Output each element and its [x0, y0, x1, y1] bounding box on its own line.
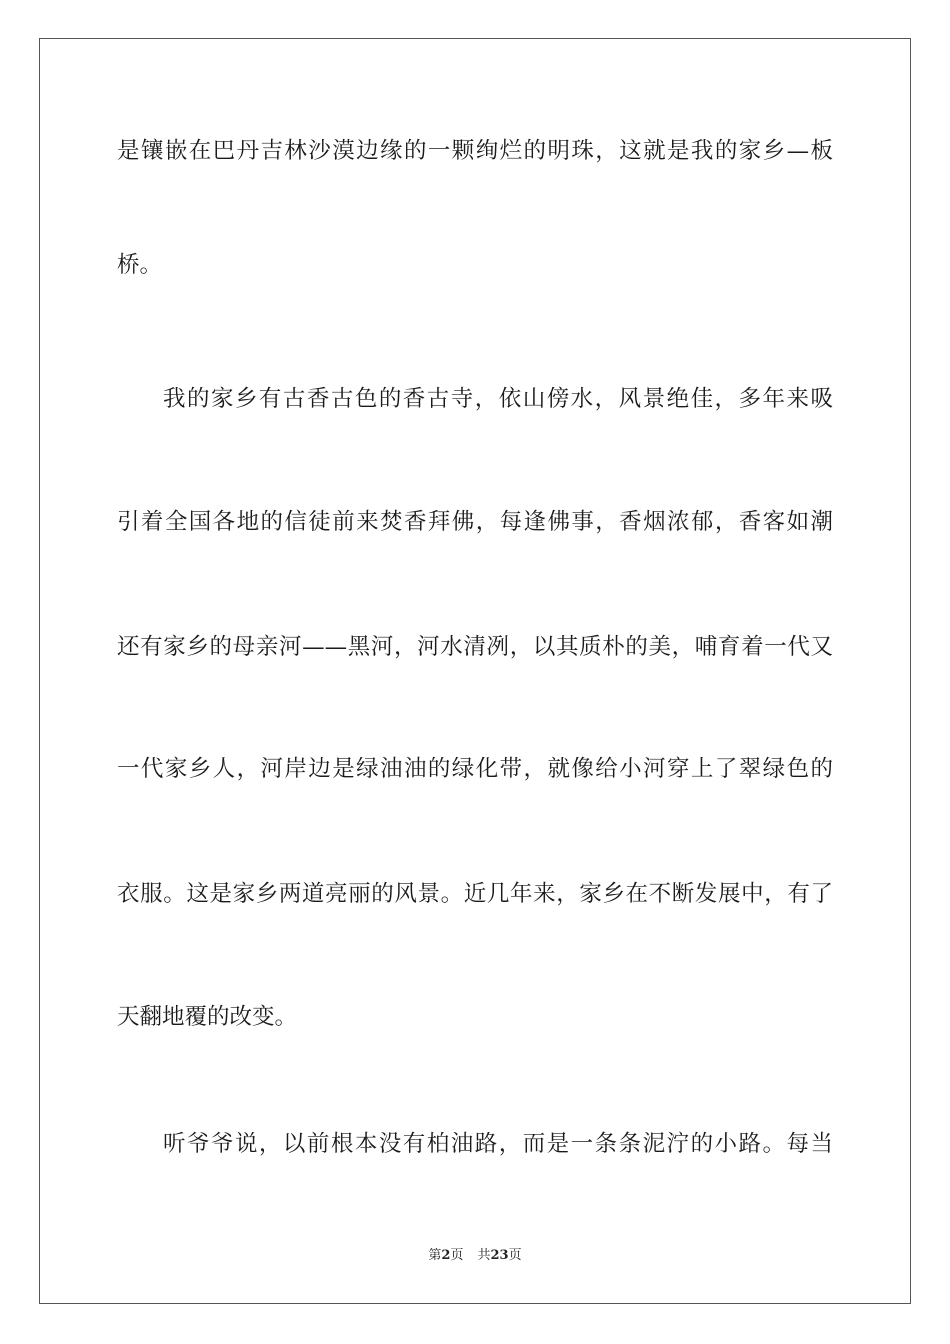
- page-prefix: 第: [428, 1248, 442, 1263]
- page-suffix: 页: [450, 1248, 464, 1263]
- total-suffix: 页: [508, 1248, 522, 1263]
- total-prefix: 共: [477, 1248, 491, 1263]
- text-line-4: 引着全国各地的信徒前来焚香拜佛，每逢佛事，香烟浓郁，香客如潮: [117, 509, 833, 535]
- page-border: [39, 38, 911, 1304]
- text-line-5: 还有家乡的母亲河——黑河，河水清冽，以其质朴的美，哺育着一代又: [117, 634, 833, 660]
- text-line-6: 一代家乡人，河岸边是绿油油的绿化带，就像给小河穿上了翠绿色的: [117, 756, 833, 782]
- text-line-3: 我的家乡有古香古色的香古寺，依山傍水，风景绝佳，多年来吸: [163, 386, 833, 412]
- text-line-1: 是镶嵌在巴丹吉林沙漠边缘的一颗绚烂的明珠，这就是我的家乡—板: [117, 138, 833, 164]
- total-pages: 23: [490, 1248, 509, 1263]
- page-number: 2: [441, 1248, 451, 1263]
- text-line-7: 衣服。这是家乡两道亮丽的风景。近几年来，家乡在不断发展中，有了: [117, 881, 833, 907]
- text-line-9: 听爷爷说，以前根本没有柏油路，而是一条条泥泞的小路。每当: [163, 1131, 833, 1157]
- text-line-8: 天翻地覆的改变。: [117, 1004, 298, 1030]
- page-footer: [0, 1246, 950, 1266]
- text-line-2: 桥。: [117, 252, 163, 278]
